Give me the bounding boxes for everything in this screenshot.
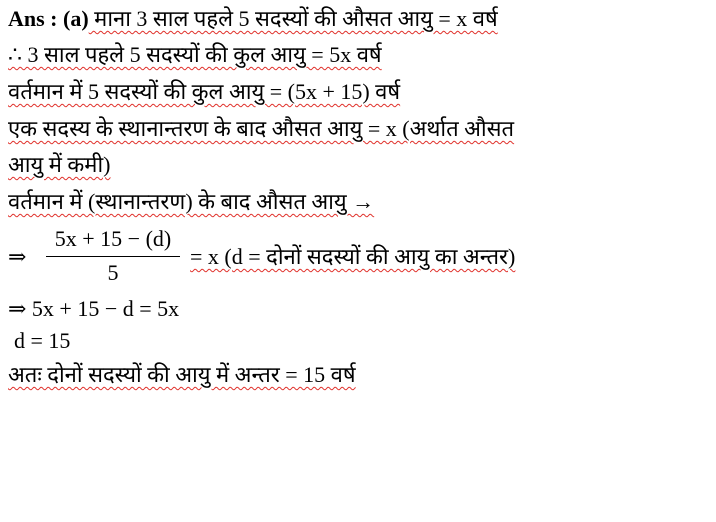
line-9-text: d = 15 xyxy=(14,328,71,353)
answer-option: (a) xyxy=(63,6,89,31)
fraction-bar xyxy=(46,256,180,257)
line-5-text: आयु में कमी) xyxy=(8,152,111,177)
answer-line-5 xyxy=(8,151,110,179)
line-10-text: अतः दोनों सदस्यों की आयु में अन्तर = 15 वर्ष xyxy=(8,362,356,387)
line-7-text: = x (d = दोनों सदस्यों की आयु का अन्तर) xyxy=(190,244,516,269)
answer-line-4 xyxy=(8,115,514,143)
answer-line-8 xyxy=(8,295,179,323)
fraction xyxy=(46,226,180,288)
line-1-text: माना 3 साल पहले 5 सदस्यों की औसत आयु = x वर्ष xyxy=(88,6,498,31)
line-3-text: वर्तमान में 5 सदस्यों की कुल आयु = (5x + 15) वर्ष xyxy=(8,79,401,104)
answer-line-10 xyxy=(8,361,356,389)
answer-line-7 xyxy=(190,243,515,271)
line-2-text: ∴ 3 साल पहले 5 सदस्यों की कुल आयु = 5x वर्ष xyxy=(8,42,382,67)
implies-arrow: ⇒ xyxy=(8,244,27,269)
line-6-text: वर्तमान में (स्थानान्तरण) के बाद औसत आयु → xyxy=(8,189,375,214)
line-8-text: ⇒ 5x + 15 − d = 5x xyxy=(8,296,180,321)
answer-line-1 xyxy=(8,5,498,33)
answer-line-9 xyxy=(14,327,70,355)
line-4-text: एक सदस्य के स्थानान्तरण के बाद औसत आयु = x (अर्थात औसत xyxy=(8,116,515,141)
fraction-numerator: 5x + 15 − (d) xyxy=(54,226,172,251)
answer-line-3 xyxy=(8,78,400,106)
implies-symbol xyxy=(8,243,26,271)
answer-line-6 xyxy=(8,188,374,216)
answer-line-2 xyxy=(8,41,382,69)
fraction-denominator: 5 xyxy=(107,260,119,285)
answer-label: Ans : xyxy=(8,6,58,31)
